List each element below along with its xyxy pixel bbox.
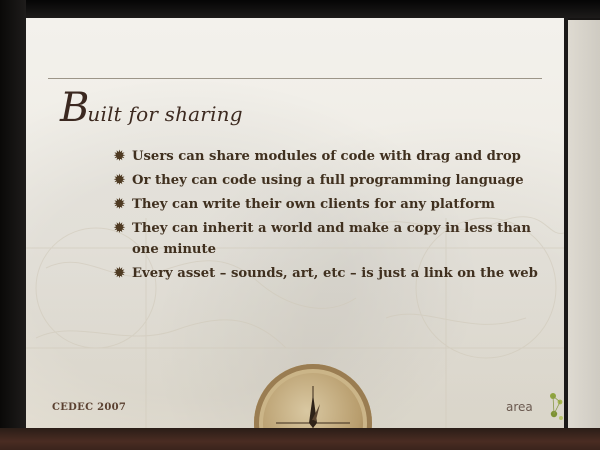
sun-ornament-icon: ✹: [114, 197, 125, 212]
list-item: [114, 146, 544, 167]
header-divider: [48, 78, 542, 79]
bullet-text: They can inherit a world and make a copy in less than one minute: [132, 221, 531, 257]
footer-event-label: CEDEC 2007: [52, 402, 127, 413]
adjacent-slide-edge: [568, 20, 600, 428]
bullet-text: Users can share modules of code with drag and drop: [132, 149, 521, 164]
list-item: [114, 194, 544, 215]
logo-text: area: [506, 400, 533, 414]
bullet-text: Or they can code using a full programming language: [132, 173, 524, 188]
presentation-slide: [26, 18, 564, 428]
slide-title-initial: B: [60, 85, 90, 131]
sun-ornament-icon: ✹: [114, 149, 125, 164]
room-left-edge: [0, 0, 26, 450]
sun-ornament-icon: ✹: [114, 173, 125, 188]
slide-title-text: uilt for sharing: [87, 102, 243, 126]
room-bottom-edge: [0, 428, 600, 450]
bullet-text: Every asset – sounds, art, etc – is just a link on the web: [132, 266, 538, 281]
room-top-edge: [0, 0, 600, 18]
slide-title: [60, 85, 243, 131]
compass-graphic: [254, 364, 372, 428]
compass-needle-icon: [254, 364, 372, 428]
bullet-text: They can write their own clients for any platform: [132, 197, 495, 212]
area-logo: [506, 390, 564, 424]
list-item: [114, 218, 544, 260]
bullet-list: [114, 146, 544, 287]
list-item: [114, 263, 544, 284]
sun-ornament-icon: ✹: [114, 266, 125, 281]
list-item: [114, 170, 544, 191]
sun-ornament-icon: ✹: [114, 221, 125, 236]
